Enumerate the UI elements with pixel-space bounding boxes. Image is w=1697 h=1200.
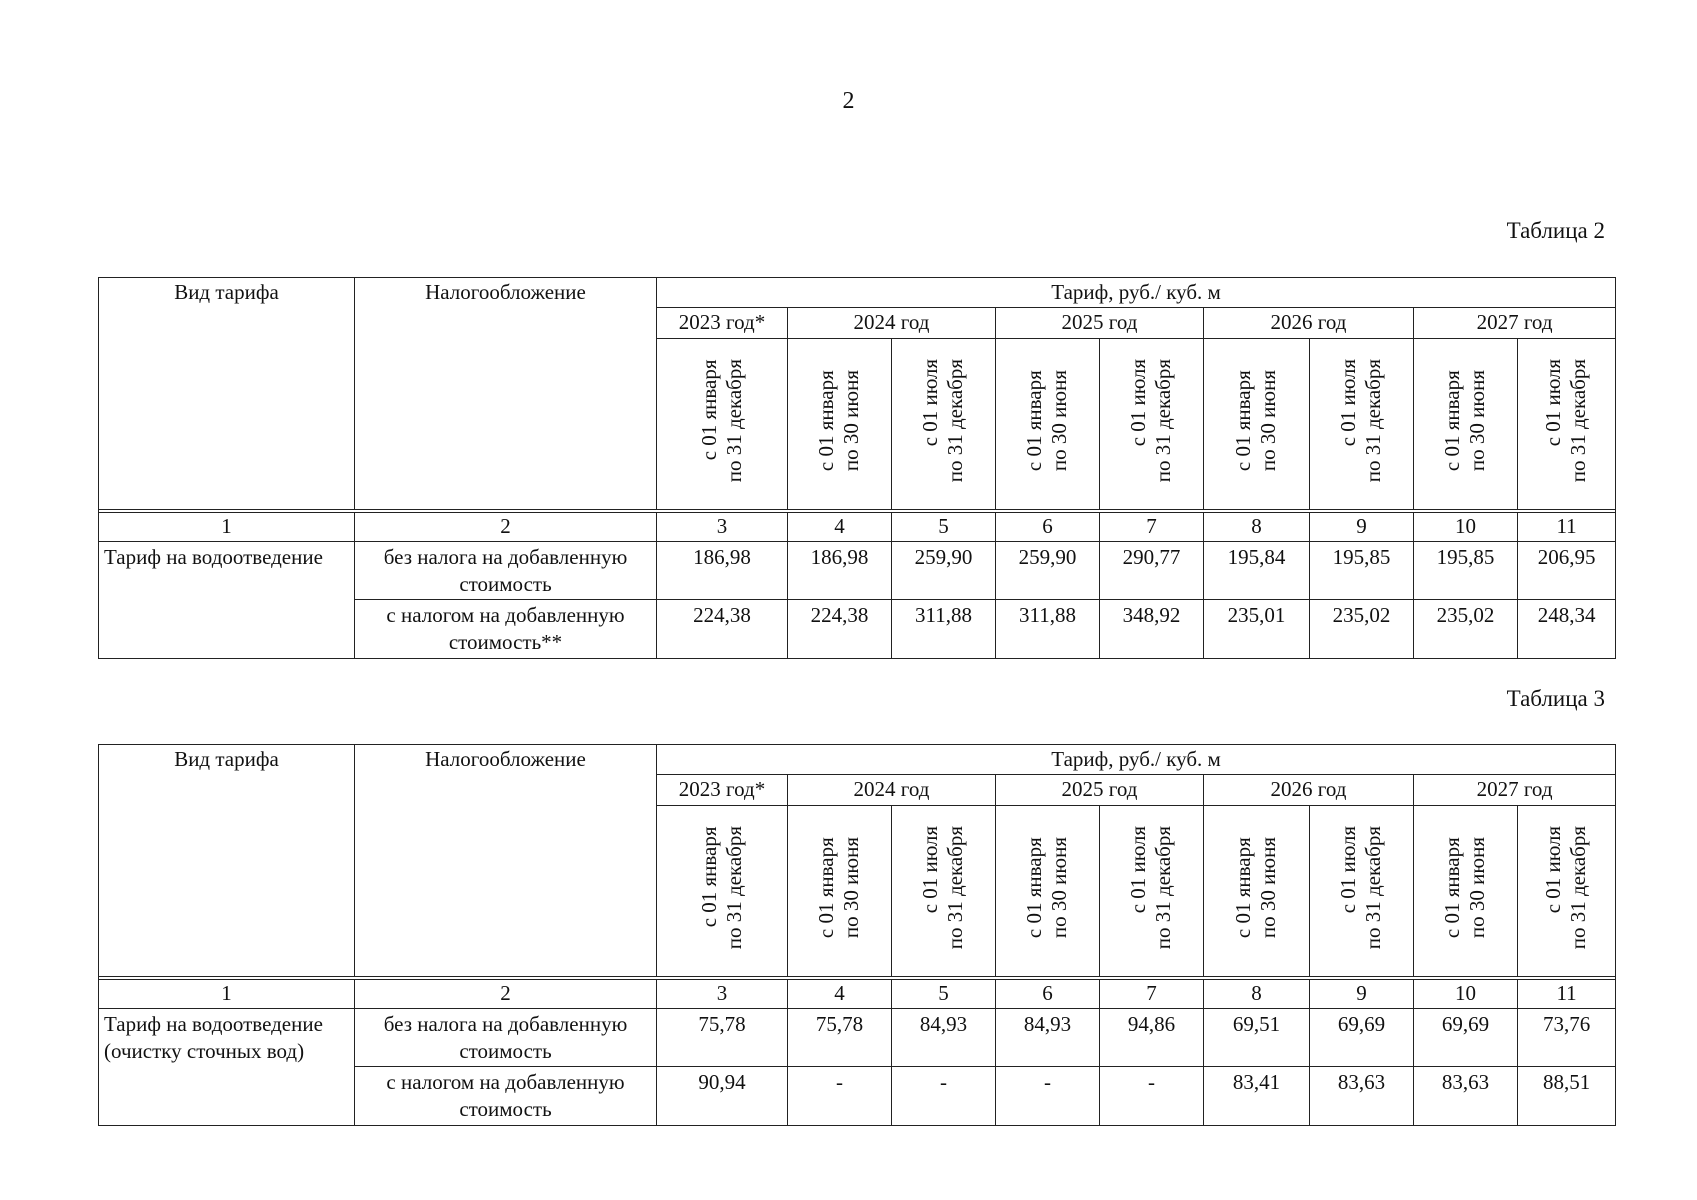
period-line: с 01 января <box>1022 370 1047 471</box>
tax-type: с налогом на добавленную стоимость <box>355 1067 657 1126</box>
header-year: 2026 год <box>1204 775 1414 806</box>
header-year: 2024 год <box>788 775 996 806</box>
period-line: по 30 июня <box>1465 837 1490 939</box>
tariff-value: 83,41 <box>1204 1067 1310 1126</box>
tariff-value: 206,95 <box>1518 541 1616 600</box>
header-tarif: Тариф, руб./ куб. м <box>657 745 1616 775</box>
tariff-value: 259,90 <box>996 541 1100 600</box>
tariff-value: 311,88 <box>996 600 1100 659</box>
tariff-value: 69,69 <box>1310 1008 1414 1067</box>
period-line: по 31 декабря <box>1361 826 1386 950</box>
period-line: с 01 июля <box>918 826 943 914</box>
period-label <box>1440 837 1490 938</box>
tariff-value: 69,69 <box>1414 1008 1518 1067</box>
tariff-table-3 <box>98 744 1616 1126</box>
header-tarif: Тариф, руб./ куб. м <box>657 278 1616 308</box>
period-line: по 31 декабря <box>722 826 746 950</box>
period-line: по 31 декабря <box>1361 359 1386 483</box>
period-line: с 01 января <box>1231 370 1256 471</box>
header-year: 2024 год <box>788 308 996 339</box>
period-label <box>1541 359 1591 482</box>
tax-type: с налогом на добавленную стоимость** <box>355 600 657 659</box>
period-line: с 01 июля <box>1541 826 1566 914</box>
tariff-value: 195,85 <box>1310 541 1414 600</box>
header-year: 2027 год <box>1414 775 1616 806</box>
period-label <box>918 359 968 482</box>
column-number: 5 <box>892 980 996 1008</box>
period-label <box>1126 359 1176 482</box>
period-label <box>918 826 968 949</box>
column-number: 8 <box>1204 513 1310 541</box>
tariff-value: - <box>788 1067 892 1126</box>
tariff-value: - <box>1100 1067 1204 1126</box>
header-period <box>788 806 892 977</box>
header-period <box>1100 339 1204 510</box>
tariff-value: 290,77 <box>1100 541 1204 600</box>
header-year: 2023 год* <box>657 308 788 339</box>
tariff-value: 248,34 <box>1518 600 1616 659</box>
header-vid-tarifa: Вид тарифа <box>99 278 355 510</box>
tariff-value: 83,63 <box>1310 1067 1414 1126</box>
period-line: по 30 июня <box>1465 370 1490 472</box>
column-number: 6 <box>996 980 1100 1008</box>
header-period <box>1414 339 1518 510</box>
header-vid-tarifa: Вид тарифа <box>99 745 355 977</box>
tariff-value: 84,93 <box>892 1008 996 1067</box>
period-label <box>1022 370 1072 471</box>
column-number: 7 <box>1100 513 1204 541</box>
period-label <box>1336 359 1386 482</box>
period-line: с 01 января <box>1022 837 1047 938</box>
period-label <box>814 837 864 938</box>
column-number: 1 <box>99 980 355 1008</box>
tariff-value: 195,84 <box>1204 541 1310 600</box>
period-line: по 30 июня <box>839 837 864 939</box>
header-period <box>1204 806 1310 977</box>
tariff-value: 348,92 <box>1100 600 1204 659</box>
period-line: с 01 июля <box>918 359 943 447</box>
period-line: по 31 декабря <box>1151 826 1176 950</box>
tariff-table-2 <box>98 277 1616 659</box>
tax-type: без налога на добавленную стоимость <box>355 1008 657 1067</box>
period-line: по 30 июня <box>1047 837 1072 939</box>
header-period <box>1414 806 1518 977</box>
header-period <box>996 806 1100 977</box>
tariff-value: - <box>892 1067 996 1126</box>
column-number: 5 <box>892 513 996 541</box>
period-line: с 01 июля <box>1336 359 1361 447</box>
tariff-value: 84,93 <box>996 1008 1100 1067</box>
period-label <box>814 370 864 471</box>
period-line: с 01 января <box>1231 837 1256 938</box>
tariff-value: 90,94 <box>657 1067 788 1126</box>
period-label <box>697 359 747 482</box>
column-number: 4 <box>788 980 892 1008</box>
tariff-value: 75,78 <box>657 1008 788 1067</box>
tariff-value: 235,02 <box>1310 600 1414 659</box>
tariff-value: 69,51 <box>1204 1008 1310 1067</box>
column-number: 9 <box>1310 980 1414 1008</box>
column-number: 10 <box>1414 980 1518 1008</box>
header-nalogooblozhenie: Налогообложение <box>355 745 657 977</box>
period-label <box>1336 826 1386 949</box>
column-number: 4 <box>788 513 892 541</box>
tariff-value: 311,88 <box>892 600 996 659</box>
period-line: по 30 июня <box>1047 370 1072 472</box>
column-number: 11 <box>1518 513 1616 541</box>
period-line: с 01 января <box>814 370 839 471</box>
period-line: по 31 декабря <box>1566 826 1591 950</box>
tariff-value: 259,90 <box>892 541 996 600</box>
tariff-value: 235,02 <box>1414 600 1518 659</box>
column-number: 8 <box>1204 980 1310 1008</box>
period-label <box>1231 370 1281 471</box>
column-number: 9 <box>1310 513 1414 541</box>
table-2-caption: Таблица 2 <box>1506 218 1605 243</box>
header-period <box>1518 806 1616 977</box>
column-number: 11 <box>1518 980 1616 1008</box>
column-number: 6 <box>996 513 1100 541</box>
period-line: по 30 июня <box>839 370 864 472</box>
period-line: по 31 декабря <box>1566 359 1591 483</box>
tariff-value: 186,98 <box>788 541 892 600</box>
column-number: 2 <box>355 513 657 541</box>
tariff-value: 94,86 <box>1100 1008 1204 1067</box>
period-line: с 01 января <box>696 826 721 927</box>
period-label <box>1126 826 1176 949</box>
header-period <box>1518 339 1616 510</box>
tariff-value: - <box>996 1067 1100 1126</box>
tariff-value: 224,38 <box>657 600 788 659</box>
period-line: с 01 июля <box>1541 359 1566 447</box>
header-period <box>1310 339 1414 510</box>
column-number: 3 <box>657 980 788 1008</box>
period-line: с 01 июля <box>1336 826 1361 914</box>
period-line: по 30 июня <box>1256 837 1281 939</box>
header-period <box>892 806 996 977</box>
header-period <box>788 339 892 510</box>
header-period <box>1310 806 1414 977</box>
header-year: 2027 год <box>1414 308 1616 339</box>
period-line: по 31 декабря <box>943 359 968 483</box>
header-period <box>892 339 996 510</box>
header-year: 2026 год <box>1204 308 1414 339</box>
header-period <box>996 339 1100 510</box>
header-period <box>657 339 788 510</box>
header-period <box>1204 339 1310 510</box>
tariff-value: 73,76 <box>1518 1008 1616 1067</box>
header-year: 2023 год* <box>657 775 788 806</box>
header-year: 2025 год <box>996 308 1204 339</box>
column-number: 7 <box>1100 980 1204 1008</box>
period-line: по 30 июня <box>1256 370 1281 472</box>
period-line: с 01 января <box>1440 370 1465 471</box>
header-period <box>657 806 788 977</box>
period-line: с 01 июля <box>1126 359 1151 447</box>
period-line: по 31 декабря <box>722 359 746 483</box>
page-number: 2 <box>842 88 855 114</box>
header-nalogooblozhenie: Налогообложение <box>355 278 657 510</box>
column-number: 3 <box>657 513 788 541</box>
tariff-name: Тариф на водоотведение <box>99 541 355 658</box>
tariff-name: Тариф на водоотведение (очистку сточных вод) <box>99 1008 355 1125</box>
table-3-caption: Таблица 3 <box>1506 686 1605 711</box>
period-line: с 01 января <box>696 359 721 460</box>
tariff-value: 235,01 <box>1204 600 1310 659</box>
period-label <box>1022 837 1072 938</box>
period-label <box>1440 370 1490 471</box>
tariff-value: 88,51 <box>1518 1067 1616 1126</box>
tariff-value: 195,85 <box>1414 541 1518 600</box>
period-line: с 01 июля <box>1126 826 1151 914</box>
period-label <box>1541 826 1591 949</box>
column-number: 2 <box>355 980 657 1008</box>
period-line: с 01 января <box>814 837 839 938</box>
column-number: 1 <box>99 513 355 541</box>
tariff-value: 83,63 <box>1414 1067 1518 1126</box>
header-year: 2025 год <box>996 775 1204 806</box>
period-line: по 31 декабря <box>943 826 968 950</box>
period-label <box>697 826 747 949</box>
period-line: по 31 декабря <box>1151 359 1176 483</box>
tariff-value: 224,38 <box>788 600 892 659</box>
period-label <box>1231 837 1281 938</box>
header-period <box>1100 806 1204 977</box>
column-number: 10 <box>1414 513 1518 541</box>
tariff-value: 75,78 <box>788 1008 892 1067</box>
tariff-value: 186,98 <box>657 541 788 600</box>
tax-type: без налога на добавленную стоимость <box>355 541 657 600</box>
period-line: с 01 января <box>1440 837 1465 938</box>
